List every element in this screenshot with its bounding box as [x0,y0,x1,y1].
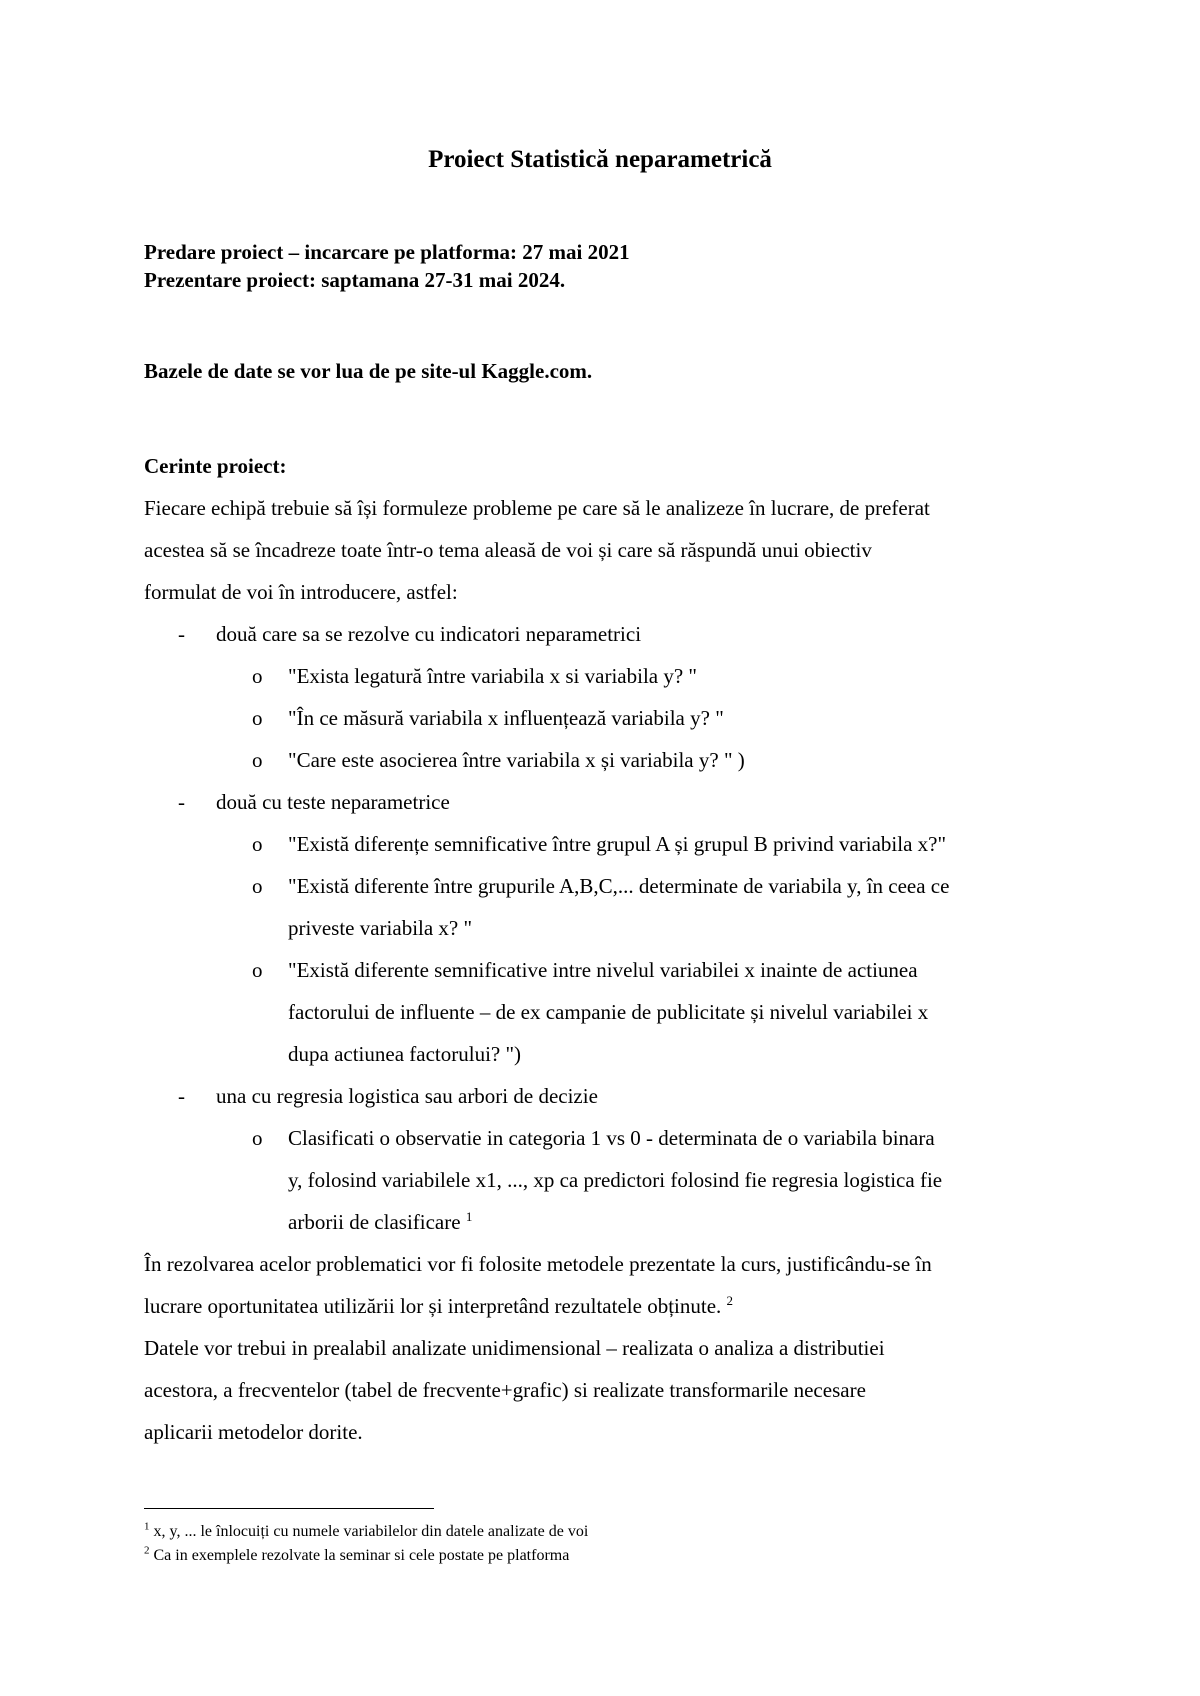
footnote [144,1546,569,1566]
list-item-continuation: y, folosind variabilele x1, ..., xp ca predictori folosind fie regresia logistica fie [288,1168,943,1192]
list-item-continuation: dupa actiunea factorului? ") [288,1042,522,1066]
dash-bullet: - [178,1084,185,1108]
footnote-mark: 2 [144,1544,150,1557]
intro-line: acestea să se încadreze toate într-o tema aleasă de voi și care să răspundă unui obiectiv [144,538,872,562]
list-item: "Există diferențe semnificative între grupul A și grupul B privind variabila x?" [288,832,947,856]
outro-line: aplicarii metodelor dorite. [144,1420,363,1444]
circle-bullet: o [252,664,263,688]
outro-line: acestora, a frecventelor (tabel de frecvente+grafic) si realizate transformarile necesare [144,1378,866,1402]
list-item: "Exista legatură între variabila x si variabila y? " [288,664,697,688]
footnote-text: Ca in exemplele rezolvate la seminar si cele postate pe platforma [149,1547,570,1564]
list-item-continuation: priveste variabila x? " [288,916,473,940]
outro-text: lucrare oportunitatea utilizării lor și interpretând rezultatele obținute. [144,1294,727,1318]
circle-bullet: o [252,748,263,772]
list-item: "Există diferente semnificative intre nivelul variabilei x inainte de actiunea [288,958,918,982]
footnote-separator [144,1508,434,1509]
outro-line [144,1292,733,1320]
circle-bullet: o [252,832,263,856]
intro-line: formulat de voi în introducere, astfel: [144,580,458,604]
circle-bullet: o [252,1126,263,1150]
presentation-dates: Prezentare proiect: saptamana 27-31 mai 2024. [144,268,566,292]
outro-line: Datele vor trebui in prealabil analizate unidimensional – realizata o analiza a distributiei [144,1336,885,1360]
outro-line: În rezolvarea acelor problematici vor fi folosite metodele prezentate la curs, justificându-se în [144,1252,932,1276]
list-item: "Există diferente între grupurile A,B,C,... determinate de variabila y, în ceea ce [288,874,950,898]
footnote-mark: 1 [144,1520,150,1533]
group-label: două care sa se rezolve cu indicatori neparametrici [216,622,642,646]
submission-deadline: Predare proiect – incarcare pe platforma: 27 mai 2021 [144,240,630,264]
footnote-reference: 1 [465,1209,473,1224]
footnote-text: x, y, ... le înlocuiți cu numele variabilelor din datele analizate de voi [149,1523,589,1540]
circle-bullet: o [252,958,263,982]
circle-bullet: o [252,874,263,898]
footnote-reference: 2 [726,1293,734,1308]
list-item-continuation [288,1208,472,1236]
list-item: "În ce măsură variabila x influențează variabila y? " [288,706,724,730]
list-item-text: arborii de clasificare [288,1210,466,1234]
list-item: "Care este asocierea între variabila x și variabila y? " ) [288,748,745,772]
group-label: două cu teste neparametrice [216,790,450,814]
list-item-continuation: factorului de influente – de ex campanie de publicitate și nivelul variabilei x [288,1000,929,1024]
group-label: una cu regresia logistica sau arbori de decizie [216,1084,598,1108]
intro-line: Fiecare echipă trebuie să își formuleze probleme pe care să le analizeze în lucrare, de preferat [144,496,930,520]
dataset-source: Bazele de date se vor lua de pe site-ul Kaggle.com. [144,359,593,383]
circle-bullet: o [252,706,263,730]
footnote [144,1522,588,1542]
dash-bullet: - [178,622,185,646]
list-item: Clasificati o observatie in categoria 1 vs 0 - determinata de o variabila binara [288,1126,935,1150]
requirements-heading: Cerinte proiect: [144,454,287,478]
dash-bullet: - [178,790,185,814]
document-title: Proiect Statistică neparametrică [428,146,772,173]
